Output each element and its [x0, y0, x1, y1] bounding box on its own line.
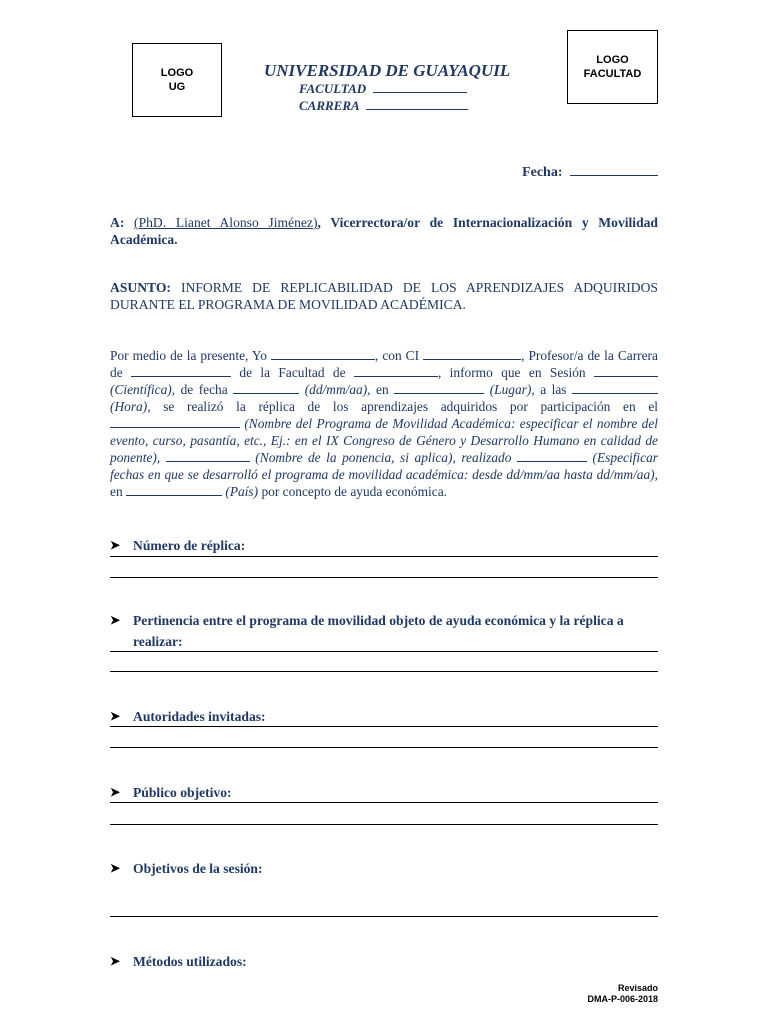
recipient-close-paren: ) [312, 215, 318, 230]
programa-blank[interactable] [110, 416, 240, 428]
ci-blank[interactable] [423, 348, 521, 360]
answer-line[interactable] [110, 651, 658, 652]
body-italic-2: (dd/mm/aa), [304, 382, 371, 397]
section-label: Autoridades invitadas: [133, 709, 266, 724]
footer-revisado: Revisado [617, 983, 658, 993]
carrera-label: CARRERA [299, 98, 359, 113]
body-text-1: Por medio de la presente, Yo [110, 348, 267, 363]
body-paragraph [110, 347, 658, 500]
lugar-blank[interactable] [394, 382, 484, 394]
answer-line[interactable] [110, 916, 658, 917]
ponencia-blank[interactable] [166, 450, 250, 462]
subject-text: INFORME DE REPLICABILIDAD DE LOS APRENDIZAJES ADQUIRIDOS DURANTE EL PROGRAMA DE MOVILIDAD ACADÉMICA. [110, 280, 658, 312]
body-text-2: , con CI [374, 348, 420, 363]
logo-ug-line1: LOGO [160, 67, 194, 79]
facultad-line [299, 81, 467, 97]
pais-blank[interactable] [126, 484, 222, 496]
facultad-blank[interactable] [373, 81, 467, 93]
section-label: Público objetivo: [133, 785, 232, 800]
body-text-10: en [110, 484, 123, 499]
arrow-bullet-icon: ➤ [110, 613, 121, 627]
body-italic-3: (Lugar), [489, 382, 535, 397]
body-text-5: , informo que en Sesión [437, 365, 586, 380]
arrow-bullet-icon: ➤ [110, 538, 121, 552]
facultad-label: FACULTAD [299, 81, 367, 96]
answer-line[interactable] [110, 747, 658, 748]
footer-code: DMA-P-006-2018 [587, 994, 658, 1004]
arrow-bullet-icon: ➤ [110, 785, 121, 799]
facultad-body-blank[interactable] [354, 365, 438, 377]
answer-line[interactable] [110, 556, 658, 557]
body-italic-8: (País) [225, 484, 259, 499]
answer-line[interactable] [110, 577, 658, 578]
fechas-blank[interactable] [517, 450, 587, 462]
recipient-name: PhD. Lianet Alonso Jiménez [138, 215, 313, 230]
section-label: Objetivos de la sesión: [133, 861, 263, 876]
body-text-4: de la Facultad de [239, 365, 346, 380]
section-publico [110, 782, 658, 803]
section-objetivos [110, 858, 658, 879]
section-metodos [110, 951, 658, 972]
document-footer [587, 983, 658, 1005]
section-pertinencia [110, 610, 658, 652]
fecha-line [522, 164, 658, 181]
subject-paragraph [110, 279, 658, 313]
body-text-6: de fecha [180, 382, 228, 397]
answer-line[interactable] [110, 671, 658, 672]
section-autoridades [110, 706, 658, 727]
body-text-11: por concepto de ayuda económica. [261, 484, 447, 499]
body-italic-6: (Nombre de la ponencia, si aplica), realizado [255, 450, 512, 465]
hora-blank[interactable] [572, 382, 658, 394]
body-text-8: a las [540, 382, 567, 397]
sesion-blank[interactable] [594, 365, 658, 377]
body-italic-1: (Científica), [110, 382, 176, 397]
arrow-bullet-icon: ➤ [110, 861, 121, 875]
recipient-paragraph [110, 214, 658, 248]
logo-facultad-line2: FACULTAD [583, 68, 642, 80]
answer-line[interactable] [110, 726, 658, 727]
recipient-open-paren: ( [134, 215, 139, 230]
section-label: Pertinencia entre el programa de movilidad objeto de ayuda económica y la réplica a realizar: [133, 613, 624, 649]
body-text-9: se realizó la réplica de los aprendizajes adquiridos por participación en el [163, 399, 658, 414]
arrow-bullet-icon: ➤ [110, 709, 121, 723]
body-italic-5: (Nombre del Programa de Movilidad Académica: especificar el nombre del evento, curso, pasantía, etc., Ej.: en el IX Congreso de Género y Desarrollo Humano en calidad de ponente), [110, 416, 658, 465]
arrow-bullet-icon: ➤ [110, 954, 121, 968]
logo-facultad-placeholder [567, 30, 658, 104]
section-label: Número de réplica: [133, 538, 246, 553]
body-text-3: , Profesor/a de la Carrera de [110, 348, 658, 380]
subject-label: ASUNTO: [110, 280, 171, 295]
body-italic-7: (Especificar fechas en que se desarrolló el programa de movilidad académica: desde dd/mm/aa hasta dd/mm/aa), [110, 450, 658, 482]
body-text-7: en [376, 382, 389, 397]
logo-ug-line2: UG [168, 81, 186, 93]
name-blank[interactable] [271, 348, 375, 360]
section-label: Métodos utilizados: [133, 954, 247, 969]
answer-line[interactable] [110, 802, 658, 803]
fecha-body-blank[interactable] [233, 382, 299, 394]
recipient-role: , Vicerrectora/or de Internacionalización y Movilidad Académica. [110, 215, 658, 247]
logo-facultad-line1: LOGO [596, 54, 629, 66]
logo-ug-placeholder [132, 43, 222, 117]
fecha-label: Fecha: [522, 165, 563, 180]
section-numero-replica [110, 535, 658, 556]
fecha-blank[interactable] [570, 164, 658, 176]
university-title: UNIVERSIDAD DE GUAYAQUIL [264, 61, 511, 80]
carrera-line [299, 98, 468, 114]
body-italic-4: (Hora), [110, 399, 151, 414]
recipient-label: A: [110, 215, 125, 230]
answer-line[interactable] [110, 824, 658, 825]
carrera-body-blank[interactable] [131, 365, 231, 377]
carrera-blank[interactable] [366, 98, 468, 110]
